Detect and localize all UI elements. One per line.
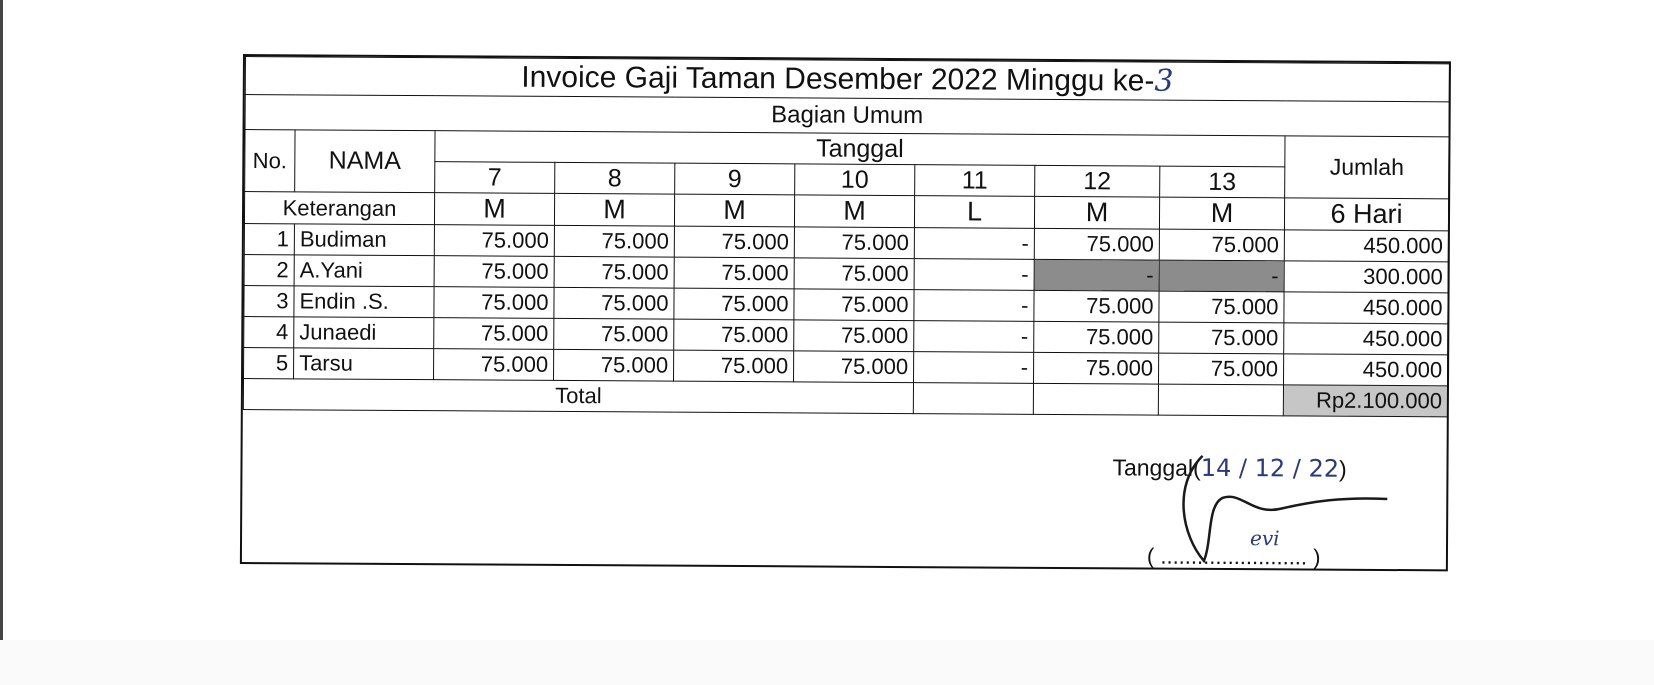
row-no: 3 — [244, 286, 294, 317]
day-amount: - — [914, 259, 1034, 291]
row-jumlah: 450.000 — [1283, 354, 1447, 386]
row-name: Endin .S. — [294, 286, 434, 318]
day-amount: 75.000 — [434, 287, 554, 319]
day-amount: 75.000 — [554, 256, 674, 288]
row-jumlah: 450.000 — [1284, 230, 1448, 262]
day-amount: - — [914, 290, 1034, 322]
invoice-subtitle: Bagian Umum — [245, 95, 1449, 137]
total-empty-cell — [1158, 384, 1283, 416]
row-name: A.Yani — [294, 255, 434, 287]
date-cell: 8 — [555, 162, 675, 194]
total-empty-cell — [1033, 383, 1158, 415]
attendance-code: M — [434, 193, 554, 226]
keterangan-label: Keterangan — [244, 192, 434, 225]
date-cell: 12 — [1035, 165, 1160, 197]
day-amount: 75.000 — [434, 256, 554, 288]
day-amount: 75.000 — [434, 225, 554, 257]
day-amount: 75.000 — [1034, 352, 1159, 384]
attendance-code: M — [1159, 197, 1284, 230]
day-amount: 75.000 — [554, 225, 674, 257]
day-amount: - — [914, 321, 1034, 353]
header-tanggal: Tanggal — [435, 131, 1285, 167]
handwritten-date: 14 / 12 / 22 — [1200, 453, 1340, 483]
total-empty-cell — [913, 383, 1033, 415]
row-name: Junaedi — [294, 317, 434, 349]
day-amount: 75.000 — [674, 257, 794, 289]
day-amount: 75.000 — [1159, 353, 1284, 385]
attendance-code: M — [674, 194, 794, 227]
row-no: 4 — [244, 317, 294, 348]
signer-name: evi — [1249, 526, 1280, 551]
header-jumlah: Jumlah — [1285, 136, 1449, 199]
day-amount: 75.000 — [554, 318, 674, 350]
day-amount: 75.000 — [674, 288, 794, 320]
day-amount: 75.000 — [434, 318, 554, 350]
row-no: 1 — [244, 224, 294, 255]
day-amount: 75.000 — [674, 350, 794, 382]
day-amount: 75.000 — [1159, 322, 1284, 354]
invoice-sheet — [240, 54, 1451, 571]
total-label: Total — [243, 379, 913, 414]
date-cell: 9 — [675, 163, 795, 195]
row-name: Budiman — [294, 224, 434, 256]
attendance-code: L — [914, 196, 1034, 229]
signer-line: ( ........................ ) — [1146, 543, 1321, 570]
row-no: 2 — [244, 255, 294, 286]
day-amount: 75.000 — [794, 258, 914, 290]
day-amount: 75.000 — [794, 227, 914, 259]
week-number: 3 — [1154, 63, 1174, 99]
day-amount: 75.000 — [1159, 229, 1284, 261]
row-no: 5 — [244, 348, 294, 379]
date-cell: 11 — [915, 165, 1035, 197]
day-amount: 75.000 — [674, 226, 794, 258]
day-amount: 75.000 — [1159, 291, 1284, 323]
attendance-code: M — [794, 195, 914, 228]
day-amount-absent: - — [1159, 260, 1284, 292]
day-amount: 75.000 — [674, 319, 794, 351]
day-amount: 75.000 — [1034, 321, 1159, 353]
date-cell: 13 — [1160, 166, 1285, 198]
attendance-code: M — [1034, 196, 1159, 229]
day-amount: 75.000 — [1034, 228, 1159, 260]
day-amount: 75.000 — [554, 287, 674, 319]
invoice-title: Invoice Gaji Taman Desember 2022 Minggu ke-3 — [245, 57, 1449, 102]
day-amount: 75.000 — [794, 351, 914, 383]
date-line: Tanggal(14 / 12 / 22) — [1112, 453, 1347, 483]
row-jumlah: 450.000 — [1284, 323, 1448, 355]
row-jumlah: 450.000 — [1284, 292, 1448, 324]
day-amount: 75.000 — [434, 349, 554, 381]
total-value: Rp2.100.000 — [1283, 385, 1447, 417]
day-amount: - — [914, 228, 1034, 260]
header-no: No. — [245, 130, 295, 192]
signature-area — [242, 410, 1447, 569]
day-amount: - — [914, 352, 1034, 384]
day-amount: 75.000 — [1034, 290, 1159, 322]
header-nama: NAMA — [295, 130, 435, 193]
date-cell: 7 — [435, 162, 555, 194]
day-amount-absent: - — [1034, 259, 1159, 291]
row-name: Tarsu — [294, 348, 434, 380]
salary-table — [243, 56, 1450, 417]
row-jumlah: 300.000 — [1284, 261, 1448, 293]
scan-band — [0, 640, 1654, 685]
day-amount: 75.000 — [554, 349, 674, 381]
keterangan-jumlah: 6 Hari — [1284, 198, 1448, 231]
day-amount: 75.000 — [794, 320, 914, 352]
header-row-1 — [245, 130, 1449, 168]
scan-edge — [0, 0, 3, 685]
date-cell: 10 — [795, 164, 915, 196]
day-amount: 75.000 — [794, 289, 914, 321]
attendance-code: M — [554, 193, 674, 226]
